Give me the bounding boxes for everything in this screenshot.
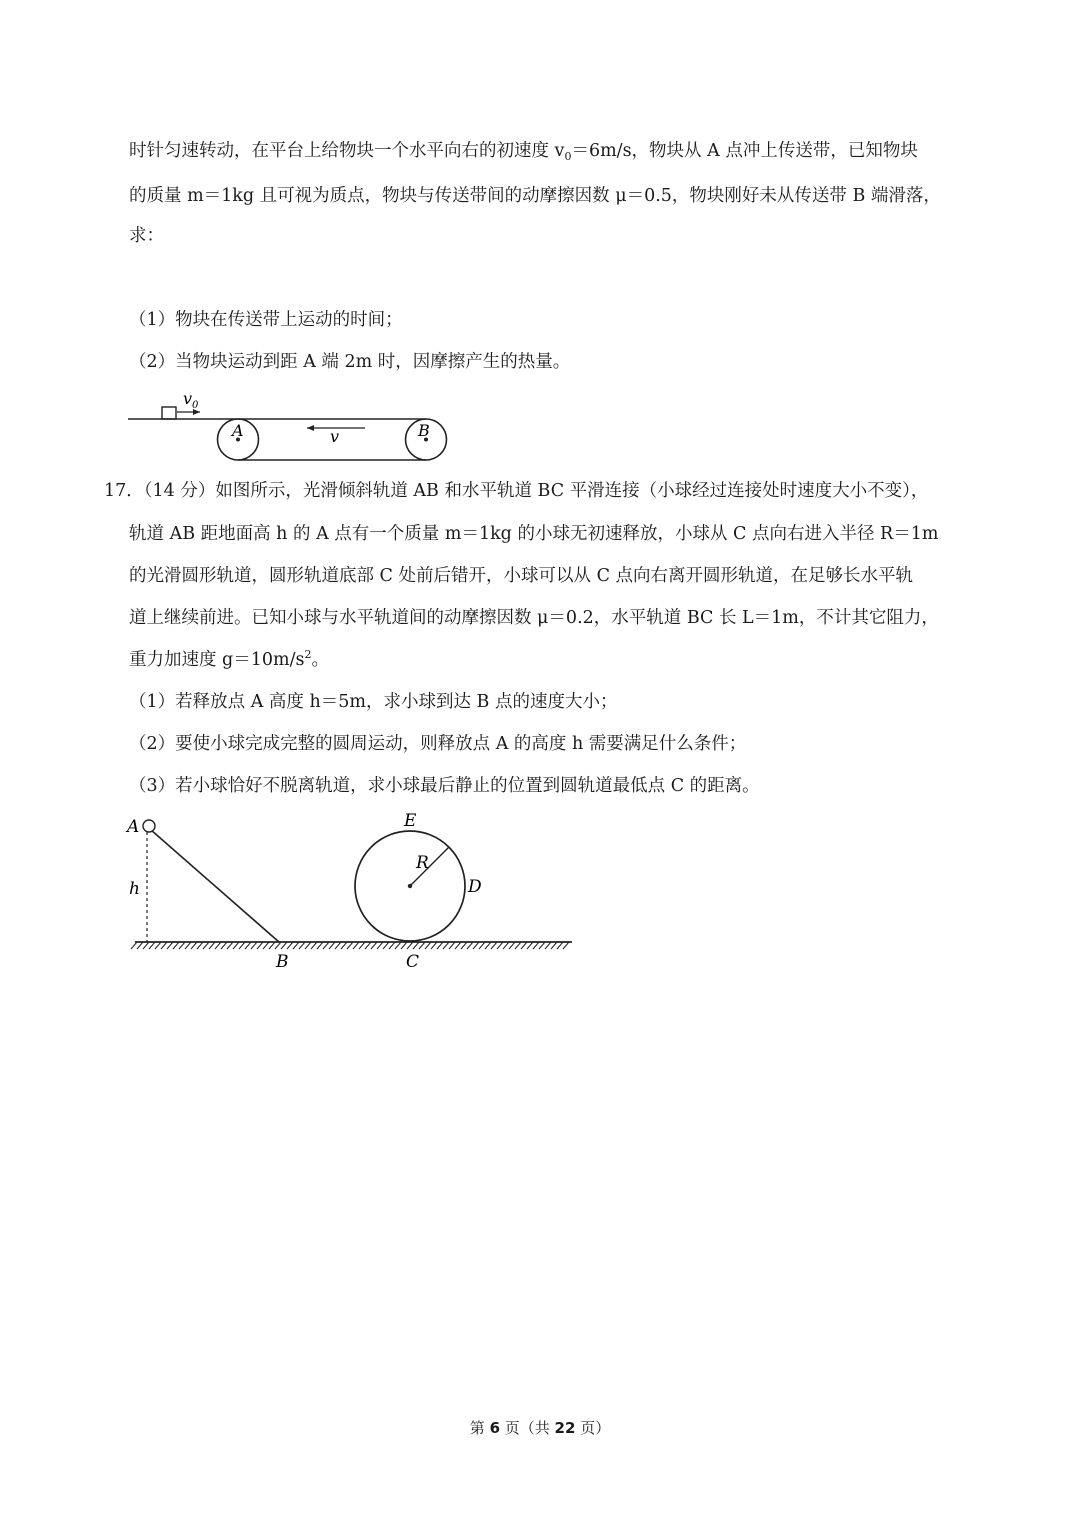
hatch-mark xyxy=(161,942,167,949)
hatch-mark xyxy=(383,942,389,949)
hatch-mark xyxy=(251,942,257,949)
point-b-label: B xyxy=(418,421,430,440)
hatch-mark xyxy=(269,942,275,949)
hatch-mark xyxy=(449,942,455,949)
hatch-mark xyxy=(407,942,413,949)
v0-label: $v_0$ xyxy=(183,389,199,411)
hatch-mark xyxy=(167,942,173,949)
hatch-mark xyxy=(539,942,545,949)
hatch-mark xyxy=(359,942,365,949)
hatch-mark xyxy=(353,942,359,949)
footer-total-pages: 22 xyxy=(554,1419,576,1437)
hatch-mark xyxy=(533,942,539,949)
footer-pre: 第 xyxy=(469,1419,490,1437)
hatch-mark xyxy=(515,942,521,949)
hatch-mark xyxy=(239,942,245,949)
hatch-mark xyxy=(551,942,557,949)
hatch-mark xyxy=(233,942,239,949)
hatch-mark xyxy=(365,942,371,949)
belt-velocity-arrow-head xyxy=(307,425,314,431)
hatch-mark xyxy=(335,942,341,949)
hatch-mark xyxy=(401,942,407,949)
footer-mid: 页（共 xyxy=(500,1419,555,1437)
hatch-mark xyxy=(317,942,323,949)
label-b: B xyxy=(276,952,289,972)
track-loop-figure xyxy=(120,810,590,980)
hatch-mark xyxy=(425,942,431,949)
p17-question-1: （1）若释放点 A 高度 h＝5m，求小球到达 B 点的速度大小； xyxy=(129,692,618,712)
v0-subscript: 0 xyxy=(564,150,572,163)
hatch-mark xyxy=(311,942,317,949)
hatch-mark xyxy=(563,942,569,949)
hatch-mark xyxy=(395,942,401,949)
hatch-mark xyxy=(227,942,233,949)
hatch-mark xyxy=(299,942,305,949)
p17-text-line-2: 轨道 AB 距地面高 h 的 A 点有一个质量 m＝1kg 的小球无初速释放，小球从 C 点向右进入半径 R＝1m xyxy=(129,524,939,544)
hatch-mark xyxy=(473,942,479,949)
hatch-mark xyxy=(173,942,179,949)
hatch-mark xyxy=(257,942,263,949)
g-unit-superscript: 2 xyxy=(304,648,312,661)
conveyor-belt-figure xyxy=(120,385,460,465)
page-footer xyxy=(0,1417,1080,1438)
hatch-mark xyxy=(323,942,329,949)
hatch-mark xyxy=(443,942,449,949)
hatch-mark xyxy=(491,942,497,949)
p16-text-1a: 时针匀速转动，在平台上给物块一个水平向右的初速度 v xyxy=(129,141,565,161)
hatch-mark xyxy=(149,942,155,949)
block xyxy=(162,407,176,419)
p16-text-line-2: 的质量 m＝1kg 且可视为质点，物块与传送带间的动摩擦因数 μ＝0.5，物块刚好未从传送带 B 端滑落， xyxy=(129,186,941,206)
hatch-mark xyxy=(329,942,335,949)
footer-page-number: 6 xyxy=(489,1419,500,1437)
hatch-mark xyxy=(197,942,203,949)
hatch-mark xyxy=(131,942,137,949)
p16-question-2: （2）当物块运动到距 A 端 2m 时，因摩擦产生的热量。 xyxy=(129,352,571,372)
p17-text-line-1: 17．（14 分）如图所示，光滑倾斜轨道 AB 和水平轨道 BC 平滑连接（小球经过连接处时速度大小不变）， xyxy=(104,481,929,501)
hatch-mark xyxy=(137,942,143,949)
hatch-mark xyxy=(209,942,215,949)
label-r: R xyxy=(416,853,429,873)
hatch-mark xyxy=(377,942,383,949)
footer-post: 页） xyxy=(575,1419,611,1437)
hatch-mark xyxy=(467,942,473,949)
hatch-mark xyxy=(503,942,509,949)
hatch-mark xyxy=(419,942,425,949)
hatch-mark xyxy=(521,942,527,949)
p16-text-1b: ＝6m/s，物块从 A 点冲上传送带，已知物块 xyxy=(571,141,918,161)
p16-text-line-1 xyxy=(129,139,918,165)
p17-text-5a: 重力加速度 g＝10m/s xyxy=(129,650,305,670)
p17-question-3: （3）若小球恰好不脱离轨道，求小球最后静止的位置到圆轨道最低点 C 的距离。 xyxy=(129,776,760,796)
hatch-mark xyxy=(245,942,251,949)
hatch-mark xyxy=(557,942,563,949)
p17-text-line-4: 道上继续前进。已知小球与水平轨道间的动摩擦因数 μ＝0.2，水平轨道 BC 长 L＝1m，不计其它阻力， xyxy=(129,608,939,628)
hatch-mark xyxy=(347,942,353,949)
hatch-mark xyxy=(479,942,485,949)
label-e: E xyxy=(404,811,417,831)
hatch-mark xyxy=(431,942,437,949)
hatch-mark xyxy=(191,942,197,949)
hatch-mark xyxy=(275,942,281,949)
hatch-mark xyxy=(221,942,227,949)
hatch-mark xyxy=(293,942,299,949)
label-c: C xyxy=(406,952,420,972)
ball-at-a xyxy=(143,820,155,832)
hatch-mark xyxy=(509,942,515,949)
hatch-mark xyxy=(143,942,149,949)
hatch-mark xyxy=(155,942,161,949)
label-a: A xyxy=(127,817,140,837)
hatch-mark xyxy=(485,942,491,949)
label-h: h xyxy=(129,879,140,899)
hatch-mark xyxy=(389,942,395,949)
ground-hatch xyxy=(131,942,569,949)
hatch-mark xyxy=(263,942,269,949)
hatch-mark xyxy=(281,942,287,949)
belt-velocity-label: v xyxy=(330,427,340,446)
hatch-mark xyxy=(413,942,419,949)
hatch-mark xyxy=(185,942,191,949)
p17-text-5b: 。 xyxy=(311,650,330,670)
hatch-mark xyxy=(371,942,377,949)
p17-question-2: （2）要使小球完成完整的圆周运动，则释放点 A 的高度 h 需要满足什么条件； xyxy=(129,734,747,754)
hatch-mark xyxy=(179,942,185,949)
hatch-mark xyxy=(215,942,221,949)
hatch-mark xyxy=(305,942,311,949)
incline-ab xyxy=(151,830,279,942)
hatch-mark xyxy=(455,942,461,949)
hatch-mark xyxy=(287,942,293,949)
p17-text-line-5 xyxy=(129,648,329,674)
hatch-mark xyxy=(203,942,209,949)
p17-text-line-3: 的光滑圆形轨道，圆形轨道底部 C 处前后错开，小球可以从 C 点向右离开圆形轨道，在足够长水平轨 xyxy=(129,566,914,586)
p16-question-1: （1）物块在传送带上运动的时间； xyxy=(129,310,403,330)
hatch-mark xyxy=(545,942,551,949)
hatch-mark xyxy=(437,942,443,949)
hatch-mark xyxy=(527,942,533,949)
label-d: D xyxy=(468,877,482,897)
hatch-mark xyxy=(497,942,503,949)
hatch-mark xyxy=(461,942,467,949)
hatch-mark xyxy=(341,942,347,949)
p16-text-line-3: 求： xyxy=(129,226,164,246)
point-a-label: A xyxy=(232,421,244,440)
